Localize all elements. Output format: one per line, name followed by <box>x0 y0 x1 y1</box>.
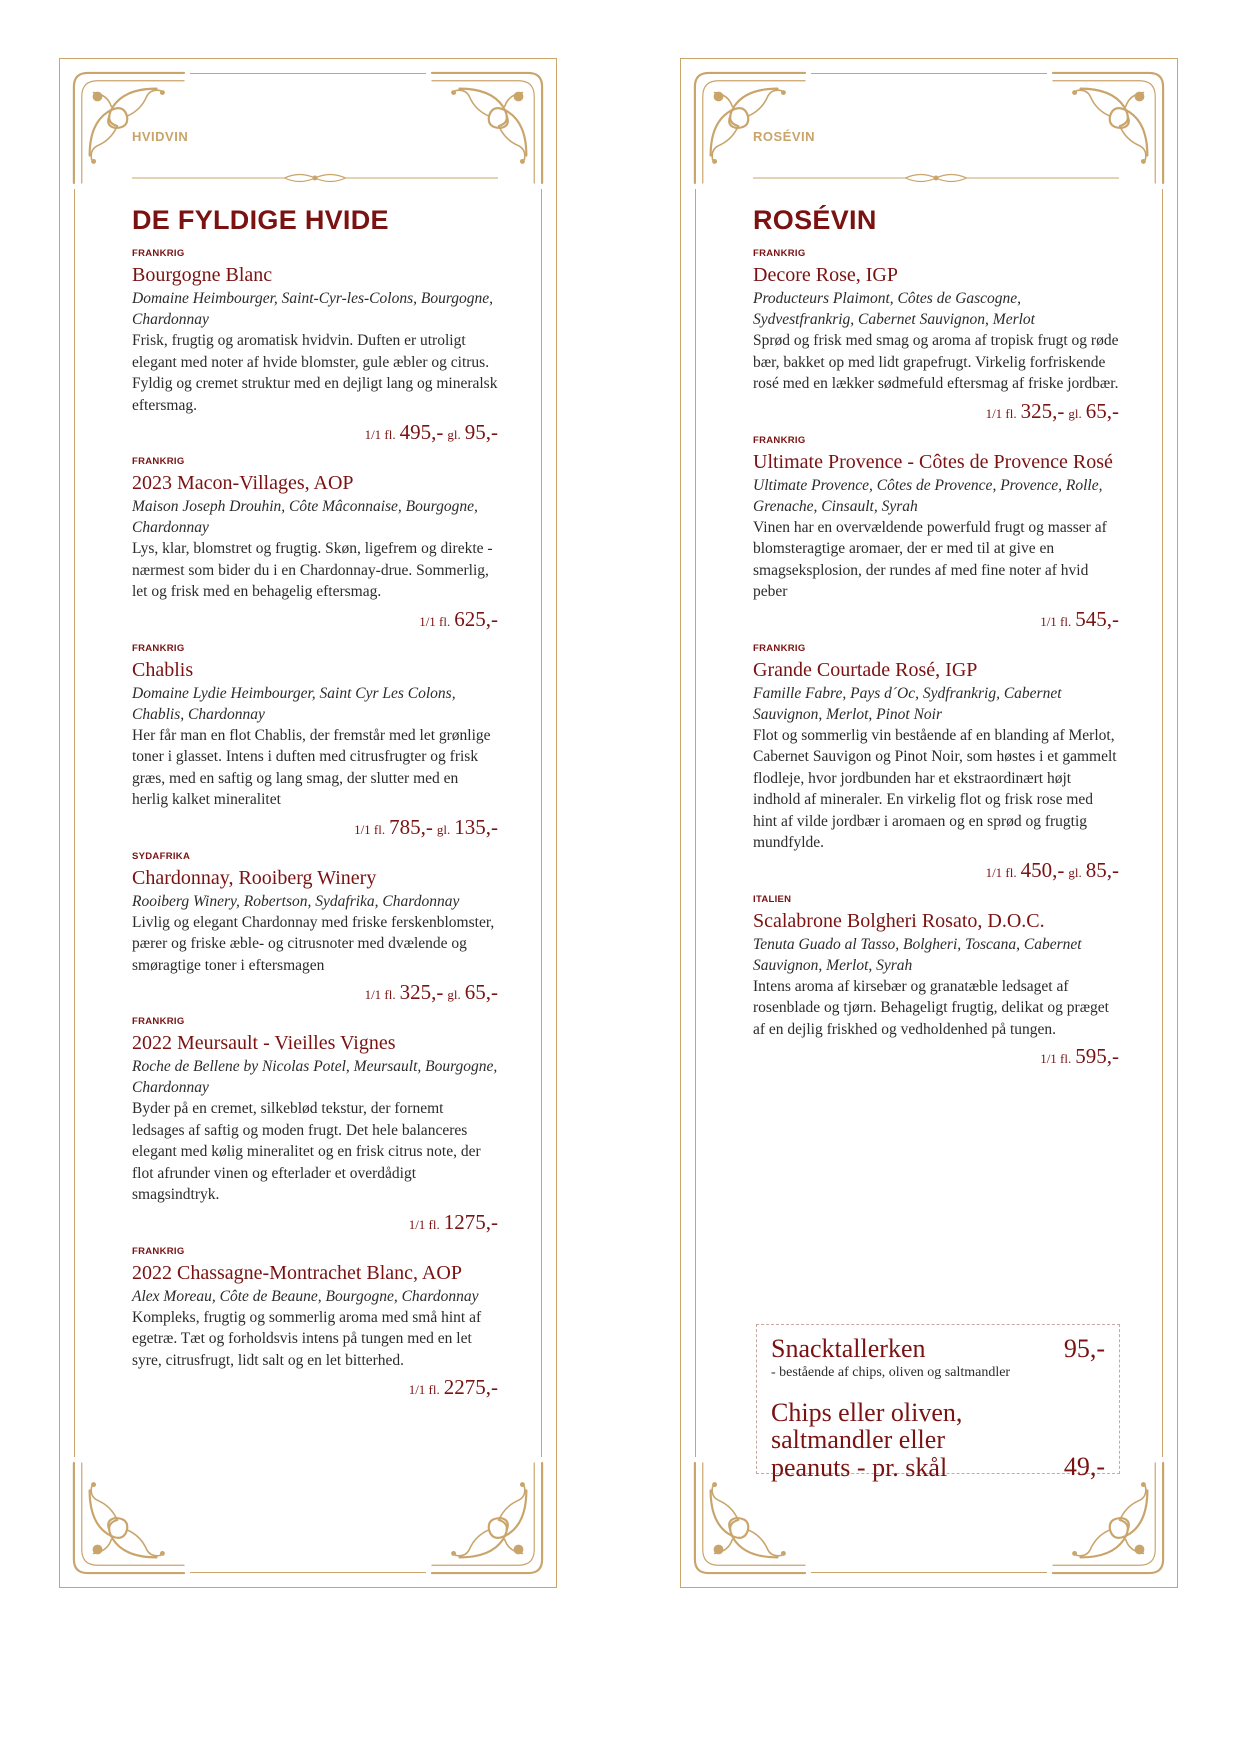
wine-producer: Ultimate Provence, Côtes de Provence, Provence, Rolle, Grenache, Cinsault, Syrah <box>753 476 1103 515</box>
section-label: HVIDVIN <box>132 129 189 144</box>
bottle-price: 450,- <box>1020 857 1065 882</box>
wine-country: FRANKRIG <box>132 1016 185 1027</box>
glass-label: gl. <box>436 821 451 837</box>
wine-item <box>753 894 1119 1070</box>
wine-producer: Maison Joseph Drouhin, Côte Mâconnaise, Bourgogne, Chardonnay <box>132 498 478 536</box>
price-unit: 1/1 fl. <box>364 427 396 442</box>
wine-item <box>753 248 1119 424</box>
bottle-price: 785,- <box>389 814 433 839</box>
price-unit: 1/1 fl. <box>985 864 1017 880</box>
wine-price <box>132 1210 498 1235</box>
white-wine-panel <box>59 58 557 1588</box>
wine-name: 2023 Macon-Villages, AOP <box>132 472 354 494</box>
rose-wine-panel <box>680 58 1178 1588</box>
bottle-price: 625,- <box>454 606 498 631</box>
wine-description: Frisk, frugtig og aromatisk hvidvin. Duften er utroligt elegant med noter af hvide blomster, gule æbler og citrus. Fyldig og cremet struktur med en dejligt lang og mineralsk eftersmag. <box>132 332 498 414</box>
snack-bowl-line: saltmandler eller <box>771 1425 945 1454</box>
price-unit: 1/1 fl. <box>408 1382 440 1397</box>
snack-bowl-price: 49,- <box>1063 1452 1105 1481</box>
price-unit: 1/1 fl. <box>419 613 451 629</box>
wine-producer: Domaine Heimbourger, Saint-Cyr-les-Colons, Bourgogne, Chardonnay <box>132 290 494 328</box>
wine-price <box>753 607 1119 632</box>
glass-price: 65,- <box>1085 398 1119 423</box>
price-unit: 1/1 fl. <box>1040 1051 1072 1066</box>
price-unit: 1/1 fl. <box>364 987 396 1002</box>
wine-country: FRANKRIG <box>132 642 185 654</box>
wine-country: FRANKRIG <box>753 434 806 446</box>
wine-price <box>132 607 498 632</box>
bottle-price: 545,- <box>1075 606 1119 631</box>
glass-label: gl. <box>1068 405 1082 421</box>
wine-country: ITALIEN <box>753 893 792 905</box>
glass-price: 65,- <box>464 980 498 1004</box>
wine-item <box>132 851 498 1006</box>
wine-country: FRANKRIG <box>753 248 806 259</box>
wine-price <box>132 815 498 840</box>
wine-producer: Roche de Bellene by Nicolas Potel, Meursault, Bourgogne, Chardonnay <box>132 1058 498 1096</box>
ornament-corner-icon <box>68 1461 186 1579</box>
wine-producer: Alex Moreau, Côte de Beaune, Bourgogne, Chardonnay <box>132 1287 479 1305</box>
wine-price <box>132 420 498 445</box>
wine-price <box>753 858 1119 883</box>
page-title: ROSÉVIN <box>753 205 877 235</box>
snack-plate-title: Snacktallerken <box>771 1334 926 1363</box>
snack-bowl-line: Chips eller oliven, <box>771 1398 963 1427</box>
wine-country: FRANKRIG <box>753 642 806 654</box>
wine-item <box>132 248 498 445</box>
divider-ornament-icon <box>753 171 1119 185</box>
bottle-price: 495,- <box>399 420 444 444</box>
bottle-price: 2275,- <box>443 1375 498 1399</box>
wine-producer: Domaine Lydie Heimbourger, Saint Cyr Les Colons, Chablis, Chardonnay <box>132 684 456 723</box>
wine-price <box>132 980 498 1005</box>
page-title: DE FYLDIGE HVIDE <box>132 205 389 235</box>
snack-bowl-line: peanuts - pr. skål <box>771 1453 948 1482</box>
wine-description: Sprød og frisk med smag og aroma af tropisk frugt og røde bær, bakket op med lidt grapefrugt. Virkelig forfriskende rosé med en lækker sødmefuld eftersmag af friske jordbær. <box>753 332 1119 392</box>
wine-country: FRANKRIG <box>132 456 185 467</box>
wine-name: Bourgogne Blanc <box>132 264 273 286</box>
wine-producer: Producteurs Plaimont, Côtes de Gascogne, Sydvestfrankrig, Cabernet Sauvignon, Merlot <box>753 290 1035 328</box>
glass-price: 95,- <box>464 420 498 444</box>
wine-description: Livlig og elegant Chardonnay med friske ferskenblomster, pærer og friske æble- og citrusnoter med dvælende og smøragtige toner i eftersmagen <box>132 913 495 974</box>
glass-label: gl. <box>447 427 461 442</box>
wine-name: Chardonnay, Rooiberg Winery <box>132 866 377 889</box>
wine-item <box>132 1016 498 1235</box>
wine-name: Ultimate Provence - Côtes de Provence Rosé <box>753 450 1113 473</box>
wine-country: FRANKRIG <box>132 1245 185 1257</box>
bottle-price: 325,- <box>399 980 444 1004</box>
wine-producer: Rooiberg Winery, Robertson, Sydafrika, Chardonnay <box>132 892 460 910</box>
snack-plate-description: - bestående af chips, oliven og saltmandler <box>771 1365 1011 1380</box>
wine-name: 2022 Chassagne-Montrachet Blanc, AOP <box>132 1261 462 1284</box>
bottle-price: 1275,- <box>443 1209 498 1234</box>
wine-description: Her får man en flot Chablis, der fremstår med let grønlige toner i glasset. Intens i duften med citrusfrugter og frisk græs, med en saftig og lang smag, der slutter med en herlig kalket mineralitet <box>132 726 491 808</box>
wine-name: Scalabrone Bolgheri Rosato, D.O.C. <box>753 909 1045 932</box>
wine-description: Lys, klar, blomstret og frugtig. Skøn, ligefrem og direkte - nærmest som bider du i en Chardonnay-drue. Sommerlig, let og frisk med en behagelig eftersmag. <box>132 540 493 600</box>
wine-description: Intens aroma af kirsebær og granatæble ledsaget af rosenblade og tjørn. Behageligt frugtig, delikat og præget af en dejlig friskhed og vedholdenhed på tungen. <box>753 977 1109 1038</box>
wine-name: Chablis <box>132 658 194 681</box>
bottle-price: 325,- <box>1020 398 1065 423</box>
wine-item <box>753 435 1119 632</box>
wine-producer: Famille Fabre, Pays d´Oc, Sydfrankrig, Cabernet Sauvignon, Merlot, Pinot Noir <box>753 684 1062 723</box>
glass-label: gl. <box>1068 864 1082 880</box>
wine-item <box>132 1246 498 1401</box>
price-unit: 1/1 fl. <box>985 405 1017 421</box>
bottle-price: 595,- <box>1075 1044 1119 1068</box>
divider-ornament-icon <box>132 171 498 185</box>
glass-price: 135,- <box>454 814 498 839</box>
wine-item <box>132 456 498 632</box>
wine-item <box>753 643 1119 883</box>
wine-country: FRANKRIG <box>132 248 185 259</box>
wine-price <box>753 1044 1119 1069</box>
wine-name: Grande Courtade Rosé, IGP <box>753 658 978 681</box>
wine-name: 2022 Meursault - Vieilles Vignes <box>132 1032 396 1054</box>
wine-description: Vinen har en overvældende powerfuld frugt og masser af blomsteragtige aromaer, der er med til at give en smagseksplosion, der rundes af med fine noter af hvid peber <box>753 518 1107 600</box>
snack-plate-price: 95,- <box>1063 1334 1105 1363</box>
section-label: ROSÉVIN <box>753 129 816 144</box>
wine-description: Flot og sommerlig vin bestående af en blanding af Merlot, Cabernet Sauvigon og Pinot Noir, som høstes i et gammelt flodleje, hvor jordbunden har et ekstraordinært højt indhold af mineraler. En virkelig flot og frisk rose med hint af vilde jordbær i aromaen og en sprød og frugtig mundfylde. <box>753 726 1117 851</box>
wine-price <box>132 1375 498 1400</box>
wine-description: Kompleks, frugtig og sommerlig aroma med små hint af egetræ. Tæt og forholdsvis intens på tungen med en let syre, citrusfrugt, lidt salt og en let bitterhed. <box>132 1308 482 1369</box>
price-unit: 1/1 fl. <box>408 1216 440 1232</box>
snack-box <box>756 1324 1120 1482</box>
wine-country: SYDAFRIKA <box>132 850 191 862</box>
price-unit: 1/1 fl. <box>354 821 386 837</box>
glass-price: 85,- <box>1085 857 1119 882</box>
wine-price <box>753 399 1119 424</box>
wine-item <box>132 643 498 840</box>
price-unit: 1/1 fl. <box>1040 613 1072 629</box>
wine-name: Decore Rose, IGP <box>753 264 898 286</box>
wine-description: Byder på en cremet, silkeblød tekstur, der fornemt ledsages af saftig og moden frugt. Det hele balanceres elegant med kølig mineralitet og en frisk citrus note, der flot afrunder vinen og efterlader et overdådigt smagsindtryk. <box>132 1100 481 1203</box>
ornament-corner-icon <box>430 1461 548 1579</box>
glass-label: gl. <box>447 987 461 1002</box>
wine-producer: Tenuta Guado al Tasso, Bolgheri, Toscana, Cabernet Sauvignon, Merlot, Syrah <box>753 935 1082 974</box>
